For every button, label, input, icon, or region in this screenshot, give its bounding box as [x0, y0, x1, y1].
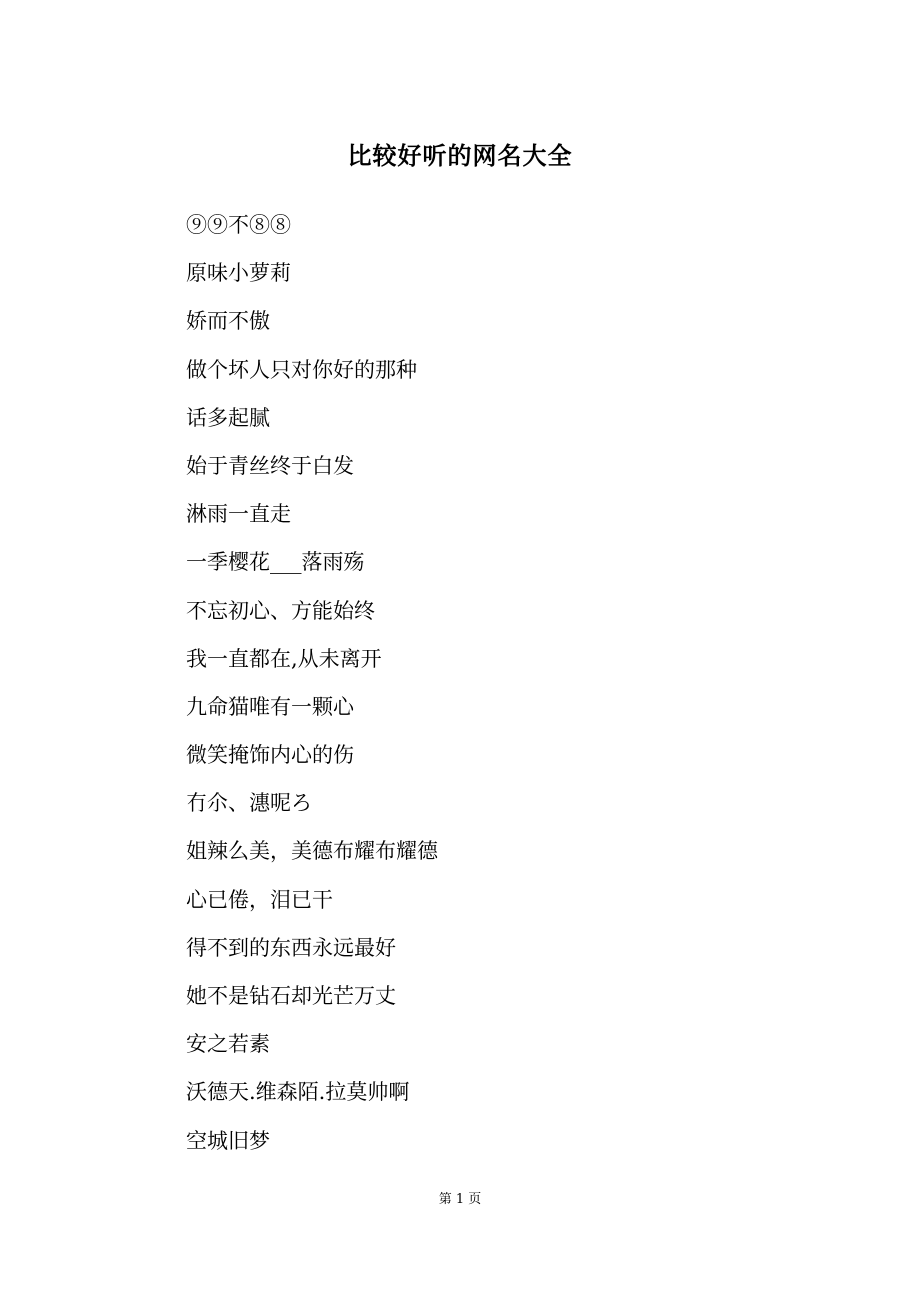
list-item: 始于青丝终于白发 — [186, 453, 354, 478]
list-item: 微笑掩饰内心的伤 — [186, 743, 354, 768]
list-item: 冇尒、潓呢ろ — [186, 791, 312, 816]
list-item: 不忘初心、方能始终 — [186, 598, 375, 623]
list-item: 淋雨一直走 — [186, 502, 291, 527]
list-item: 心已倦，泪已干 — [186, 887, 333, 912]
list-item: 安之若素 — [186, 1032, 270, 1057]
list-item: 原味小萝莉 — [186, 261, 291, 286]
list-item: 姐辣么美，美德布耀布耀德 — [186, 839, 438, 864]
list-item: 我一直都在,从未离开 — [186, 646, 382, 671]
nickname-list — [186, 205, 438, 1169]
list-item: 她不是钻石却光芒万丈 — [186, 984, 396, 1008]
page-number: 第 1 页 — [438, 1192, 482, 1207]
page-title: 比较好听的网名大全 — [347, 142, 573, 170]
list-item: ⑨⑨不⑧⑧ — [186, 213, 291, 237]
list-item: 娇而不傲 — [186, 309, 270, 334]
list-item: 做个坏人只对你好的那种 — [186, 357, 417, 382]
list-item: 一季樱花___落雨殇 — [186, 550, 365, 575]
list-item: 九命猫唯有一颗心 — [186, 694, 354, 719]
list-item: 得不到的东西永远最好 — [186, 935, 396, 960]
list-item: 空城旧梦 — [186, 1128, 270, 1153]
list-item: 话多起腻 — [186, 405, 270, 430]
list-item: 沃德天.维森陌.拉莫帅啊 — [186, 1080, 410, 1105]
